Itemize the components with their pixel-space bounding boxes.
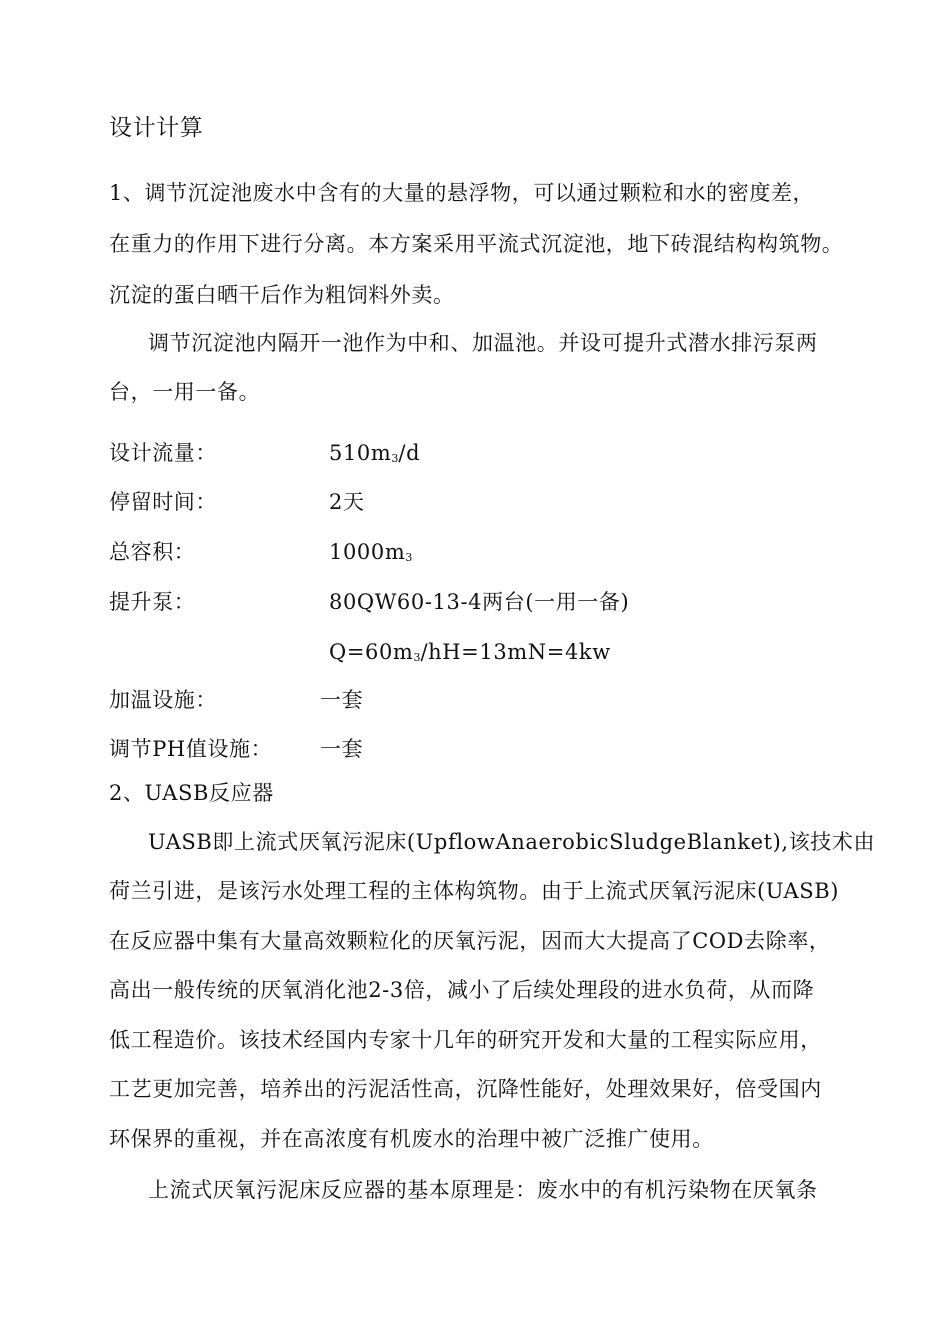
section2-line7: 环保界的重视，并在高浓度有机废水的治理中被广泛推广使用。: [109, 1127, 714, 1151]
page-title: 设计计算: [109, 115, 204, 141]
pump-params: Q=60m3/hH=13mN=4kw: [329, 640, 611, 664]
section2-line3: 在反应器中集有大量高效颗粒化的厌氧污泥，因而大大提高了COD去除率，: [109, 929, 831, 953]
time-label: 停留时间：: [109, 490, 217, 514]
heating-value: 一套: [320, 688, 364, 712]
flow-label: 设计流量：: [109, 441, 217, 465]
section1-line3: 沉淀的蛋白晒干后作为粗饲料外卖。: [109, 283, 455, 307]
section2-heading: 2、UASB反应器: [109, 781, 274, 805]
section1-line2: 在重力的作用下进行分离。本方案采用平流式沉淀池，地下砖混结构构筑物。: [109, 232, 844, 256]
section2-para2-line1: 上流式厌氧污泥床反应器的基本原理是：废水中的有机污染物在厌氧条: [148, 1178, 818, 1202]
pump-value: 80QW60-13-4两台(一用一备): [329, 590, 630, 614]
volume-label: 总容积：: [109, 540, 196, 564]
volume-value: 1000m3: [329, 540, 413, 564]
section2-line2: 荷兰引进，是该污水处理工程的主体构筑物。由于上流式厌氧污泥床(UASB): [109, 879, 840, 903]
flow-value: 510m3/d: [329, 441, 421, 465]
ph-label: 调节PH值设施：: [109, 737, 273, 761]
section1-para2-line1: 调节沉淀池内隔开一池作为中和、加温池。并设可提升式潜水排污泵两: [148, 331, 818, 355]
pump-label: 提升泵：: [109, 590, 196, 614]
section2-line6: 工艺更加完善，培养出的污泥活性高，沉降性能好，处理效果好，倍受国内: [109, 1077, 822, 1101]
section2-line4: 高出一般传统的厌氧消化池2-3倍，减小了后续处理段的进水负荷，从而降: [109, 978, 815, 1002]
time-value: 2天: [329, 490, 365, 514]
section2-line5: 低工程造价。该技术经国内专家十几年的研究开发和大量的工程实际应用，: [109, 1028, 822, 1052]
section1-para2-line2: 台，一用一备。: [109, 380, 261, 404]
section1-line1: 1、调节沉淀池废水中含有的大量的悬浮物，可以通过颗粒和水的密度差，: [109, 181, 815, 205]
ph-value: 一套: [320, 737, 364, 761]
heating-label: 加温设施：: [109, 688, 217, 712]
section2-line1: UASB即上流式厌氧污泥床(UpflowAnaerobicSludgeBlanket),该技术由: [148, 830, 876, 854]
